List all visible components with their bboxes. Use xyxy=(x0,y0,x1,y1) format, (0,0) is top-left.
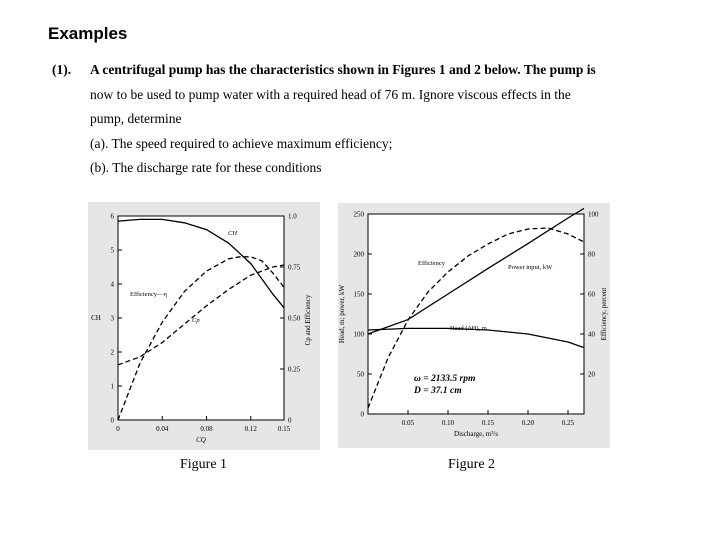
plot-frame xyxy=(118,216,284,420)
plot-frame xyxy=(368,214,584,414)
problem-line: A centrifugal pump has the characteristics shown in Figures 1 and 2 below. The pump is xyxy=(90,62,596,77)
y-tick-label-left: 1 xyxy=(110,382,114,391)
x-tick-label: 0.08 xyxy=(200,425,213,433)
y-tick-label-left: 150 xyxy=(353,290,364,299)
y-tick-label-right: 0.75 xyxy=(288,263,301,272)
y-axis-title-right: Efficiency, percent xyxy=(600,287,608,341)
chart-annotation: ω = 2133.5 rpm xyxy=(414,374,476,384)
y-tick-label-left: 50 xyxy=(357,370,364,379)
series-label: Efficiency—η xyxy=(130,291,167,298)
y-axis-title-right: Cp and Efficiency xyxy=(304,294,312,346)
series-label: CH xyxy=(228,230,238,237)
y-tick-label-right: 0.25 xyxy=(288,365,301,374)
series-label: Cp xyxy=(192,317,200,324)
x-tick-label: 0.05 xyxy=(401,419,415,427)
y-tick-label-right: 60 xyxy=(588,290,595,299)
y-tick-label-right: 0.50 xyxy=(288,314,301,323)
y-tick-label-right: 1.0 xyxy=(288,212,297,221)
y-tick-label-right: 20 xyxy=(588,370,595,379)
problem-line: (a). The speed required to achieve maximum efficiency; xyxy=(90,135,393,151)
y-tick-label-left: 5 xyxy=(110,246,114,255)
y-tick-label-left: 3 xyxy=(110,314,114,323)
y-tick-label-left: 250 xyxy=(353,210,364,219)
problem-body xyxy=(90,58,672,181)
x-axis-title: Discharge, m³/s xyxy=(454,430,498,438)
x-tick-label: 0.20 xyxy=(521,419,535,427)
y-tick-label-left: 100 xyxy=(353,330,364,339)
x-tick-label: 0.04 xyxy=(156,425,169,433)
y-tick-label-right: 40 xyxy=(588,330,595,339)
page-heading: Examples xyxy=(48,24,128,43)
x-tick-label: 0.10 xyxy=(441,419,455,427)
y-tick-label-left: 2 xyxy=(110,348,114,357)
y-tick-label-right: 100 xyxy=(588,210,599,219)
problem-line: pump, determine xyxy=(90,111,182,126)
figure-1-caption: Figure 1 xyxy=(180,457,228,472)
figure-2-caption: Figure 2 xyxy=(448,457,496,472)
x-tick-label: 0 xyxy=(116,425,120,433)
x-tick-label: 0.12 xyxy=(244,425,257,433)
figure-1-chart xyxy=(88,202,320,450)
series-label: Head (ΔH), m xyxy=(450,325,487,332)
y-axis-title-left: CH xyxy=(91,314,101,322)
y-tick-label-left: 4 xyxy=(110,280,114,289)
chart-annotation: D = 37.1 cm xyxy=(414,386,462,396)
y-tick-label-left: 6 xyxy=(110,212,114,221)
x-tick-label: 0.15 xyxy=(277,425,291,433)
series-label: Power input, kW xyxy=(508,264,553,271)
problem-line: (b). The discharge rate for these conditions xyxy=(90,160,322,175)
x-tick-label: 0.15 xyxy=(481,419,495,427)
problem-statement xyxy=(52,58,672,181)
series-label: Efficiency xyxy=(418,260,445,267)
y-tick-label-right: 0 xyxy=(288,416,292,425)
x-axis-title: CQ xyxy=(196,436,206,444)
y-axis-title-left: Head, m; power, kW xyxy=(338,284,346,344)
y-tick-label-right: 80 xyxy=(588,250,595,259)
x-tick-label: 0.25 xyxy=(561,419,575,427)
y-tick-label-left: 0 xyxy=(360,410,364,419)
y-tick-label-left: 200 xyxy=(353,250,364,259)
y-tick-label-left: 0 xyxy=(110,416,114,425)
problem-number: (1). xyxy=(52,62,72,77)
figure-2-chart xyxy=(338,203,610,448)
problem-line: now to be used to pump water with a required head of 76 m. Ignore viscous effects in the xyxy=(90,86,571,102)
